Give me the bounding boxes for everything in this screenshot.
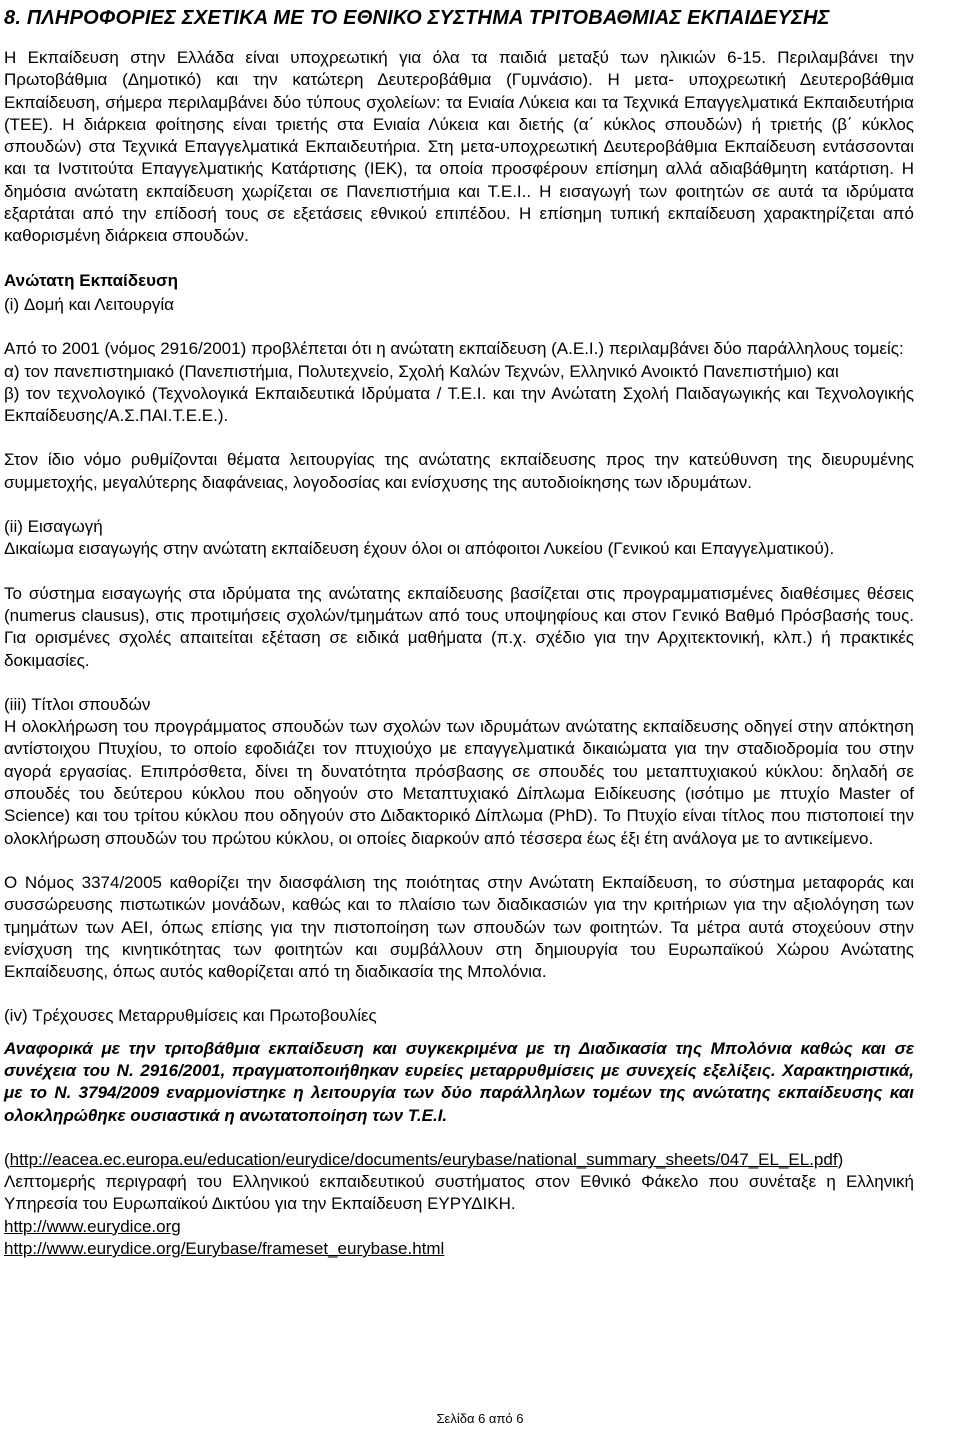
reference-open-paren: ( [4, 1149, 10, 1169]
paragraph-admission-right: Δικαίωμα εισαγωγής στην ανώτατη εκπαίδευση έχουν όλοι οι απόφοιτοι Λυκείου (Γενικού και Επαγγελματικού). [4, 539, 835, 559]
paragraph-degrees: Η ολοκλήρωση του προγράμματος σπουδών των σχολών των ιδρυμάτων ανώτατης εκπαίδευσης οδηγεί στην απόκτηση αντίστοιχου Πτυχίου, το οποίο εφοδιάζει τον πτυχιούχο με επαγγελματικά δικαιώματα για την σταδιοδρομία του στην αγορά εργασίας. Επιπρόσθετα, δίνει τη δυνατότητα πρόσβασης σε σπουδές του μεταπτυχιακού κύκλου: δηλαδή σε σπουδές του δεύτερου κύκλου που οδηγούν στο Μεταπτυχιακό Δίπλωμα Ειδίκευσης (ισότιμο με πτυχίο Master of Science) και του τρίτου κύκλου που οδηγούν στο Διδακτορικό Δίπλωμα (PhD). Το Πτυχίο είναι τίτλος που πιστοποιεί την ολοκλήρωση σπουδών του πρώτου κύκλου, οι οποίες διαρκούν από τέσσερα έως έξι έτη ανάλογα με το αντικείμενο. [4, 717, 914, 848]
document-page [4, 6, 914, 1260]
paragraph-admission-system: Το σύστημα εισαγωγής στα ιδρύματα της ανώτατης εκπαίδευσης βασίζεται στις προγραμματισμένες διαθέσιμες θέσεις (numerus clausus), στις προτιμήσεις σχολών/τμημάτων από τους υποψηφίους και στον Γενικό Βαθμό Πρόσβασής τους. Για ορισμένες σχολές απαιτείται εξέταση σε ειδικά μαθήματα (π.χ. σχέδιο για την Αρχιτεκτονική, κλπ.) ή πρακτικές δοκιμασίες. [4, 583, 914, 670]
link-eurybase-summary-pdf[interactable]: http://eacea.ec.europa.eu/education/eurydice/documents/eurybase/national_summary_sheets/047_EL_EL.pdf [9, 1149, 838, 1169]
paragraph-quality-assurance: Ο Νόμος 3374/2005 καθορίζει την διασφάλιση της ποιότητας στην Ανώτατη Εκπαίδευση, το σύστημα μεταφοράς και συσσώρευσης πιστωτικών μονάδων, καθώς και το πλαίσιο των διαδικασιών για την κριτήριων για την αξιολόγηση των τμημάτων των ΑΕΙ, όπως επίσης για την πιστοποίηση των σπουδών των φοιτητών. Τα μέτρα αυτά στοχεύουν στην ενίσχυση της κινητικότητας των φοιτητών και συμβάλλουν στη δημιουργία του Ευρωπαϊκού Χώρου Ανώτατης Εκπαίδευσης, όπως αυτός καθορίζεται από τη διαδικασία της Μπολόνια. [4, 872, 914, 982]
section-title: 8. ΠΛΗΡΟΦΟΡΙΕΣ ΣΧΕΤΙΚΑ ΜΕ ΤΟ ΕΘΝΙΚΟ ΣΥΣΤΗΜΑ ΤΡΙΤΟΒΑΘΜΙΑΣ ΕΚΠΑΙΔΕΥΣΗΣ [4, 7, 830, 29]
paragraph-law-operation: Στον ίδιο νόμο ρυθμίζονται θέματα λειτουργίας της ανώτατης εκπαίδευσης προς την κατεύθυνση της διευρυμένης συμμετοχής, μεγαλύτερης διαφάνειας, λογοδοσίας και ενίσχυσης της αυτοδιοίκησης των ιδρυμάτων. [4, 450, 914, 492]
reference-description: Λεπτομερής περιγραφή του Ελληνικού εκπαιδευτικού συστήματος στον Εθνικό Φάκελο που συνέταξε η Ελληνική Υπηρεσία του Ευρωπαϊκού Δικτύου για την Εκπαίδευση ΕΥΡΥΔΙΚΗ. [4, 1172, 914, 1214]
subheading-reforms: (iv) Τρέχουσες Μεταρρυθμίσεις και Πρωτοβουλίες [4, 1006, 377, 1026]
reference-close-paren: ) [837, 1149, 844, 1169]
subheading-admission: (ii) Εισαγωγή [4, 517, 103, 537]
higher-education-heading: Ανώτατη Εκπαίδευση [4, 270, 179, 290]
link-eurydice[interactable]: http://www.eurydice.org [4, 1216, 181, 1236]
subheading-degrees: (iii) Τίτλοι σπουδών [4, 694, 151, 714]
intro-paragraph: Η Εκπαίδευση στην Ελλάδα είναι υποχρεωτική για όλα τα παιδιά μεταξύ των ηλικιών 6-15. Περιλαμβάνει την Πρωτοβάθμια (Δημοτικό) και την κατώτερη Δευτεροβάθμια (Γυμνάσιο). Η μετα- υποχρεωτική Δευτεροβάθμια Εκπαίδευση, σήμερα περιλαμβάνει δύο τύπους σχολείων: τα Ενιαία Λύκεια και τα Τεχνικά Επαγγελματικά Εκπαιδευτήρια (ΤΕΕ). Η διάρκεια φοίτησης είναι τριετής στα Ενιαία Λύκεια και διετής (α΄ κύκλος σπουδών) ή τριετής (β΄ κύκλος σπουδών) στα Τεχνικά Επαγγελματικά Εκπαιδευτήρια. Στη μετα-υποχρεωτική Δευτεροβάθμια Εκπαίδευση εντάσσονται και τα Ινστιτούτα Επαγγελματικής Κατάρτισης (ΙΕΚ), τα οποία προσφέρουν επίσημη αλλά αδιαβάθμητη κατάρτιση. Η δημόσια ανώτατη εκπαίδευση χωρίζεται σε Πανεπιστήμια και Τ.Ε.Ι.. Η εισαγωγή των φοιτητών σε αυτά τα ιδρύματα εξαρτάται από την επίδοσή τους σε εξετάσεις εθνικού επιπέδου. Η επίσημη τυπική εκπαίδευση χαρακτηρίζεται από καθορισμένη διάρκεια σπουδών. [4, 48, 914, 246]
paragraph-technological-sector: β) τον τεχνολογικό (Τεχνολογικά Εκπαιδευτικά Ιδρύματα / Τ.Ε.Ι. και την Ανώτατη Σχολή Παιδαγωγικής και Τεχνολογικής Εκπαίδευσης/Α.Σ.ΠΑΙ.Τ.Ε.Ε.). [4, 383, 914, 426]
references [4, 1149, 914, 1260]
link-eurybase-frameset[interactable]: http://www.eurydice.org/Eurybase/frameset_eurybase.html [4, 1239, 445, 1259]
paragraph-reforms: Αναφορικά με την τριτοβάθμια εκπαίδευση και συγκεκριμένα με τη Διαδικασία της Μπολόνια καθώς και σε συνέχεια του Ν. 2916/2001, πραγματοποιήθηκαν ευρείες μεταρρυθμίσεις με συνεχείς εξελίξεις. Χαρακτηριστικά, με το Ν. 3794/2009 εναρμονίστηκε η λειτουργία των δύο παράλληλων τομέων της ανώτατης εκπαίδευσης και ολοκληρώθηκε ουσιαστικά η ανωτατοποίηση των Τ.Ε.Ι. [4, 1038, 914, 1125]
reference-eurybase [4, 1149, 914, 1171]
subheading-structure: (i) Δομή και Λειτουργία [4, 294, 174, 314]
paragraph-university-sector: α) τον πανεπιστημιακό (Πανεπιστήμια, Πολυτεχνείο, Σχολή Καλών Τεχνών, Ελληνικό Ανοικτό Πανεπιστήμιο) και [4, 361, 839, 381]
paragraph-structure-intro: Από το 2001 (νόμος 2916/2001) προβλέπεται ότι η ανώτατη εκπαίδευση (Α.Ε.Ι.) περιλαμβάνει δύο παράλληλους τομείς: [4, 339, 904, 359]
page-number-footer: Σελίδα 6 από 6 [436, 1411, 524, 1426]
